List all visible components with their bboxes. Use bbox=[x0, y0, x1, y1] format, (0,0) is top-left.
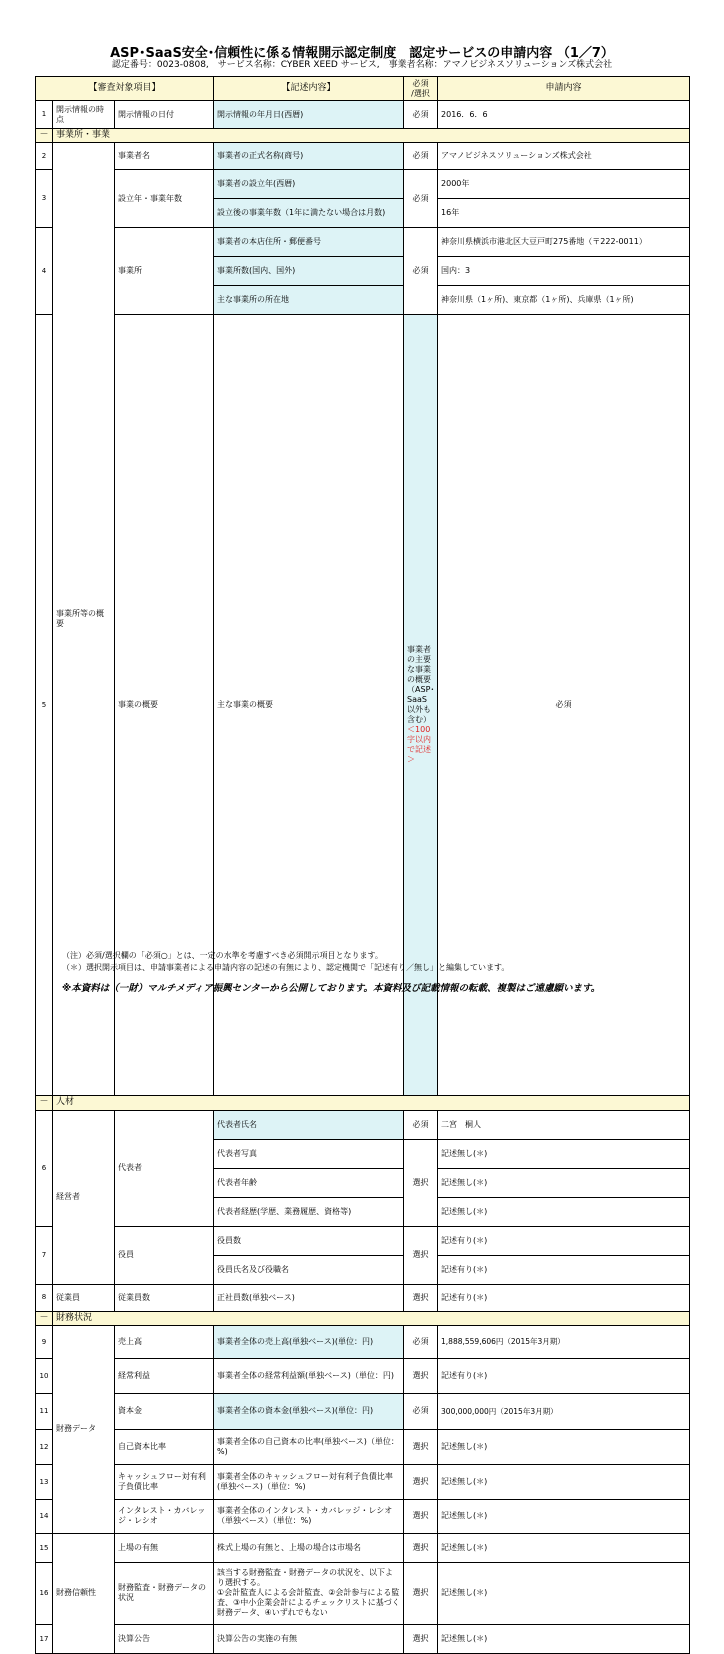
entry: 事業者全体の経常利益額(単独ベース)（単位：円) bbox=[214, 1358, 404, 1393]
item: 主な事業の概要 bbox=[214, 315, 404, 1096]
entry: 事業者全体のインタレスト・カバレッジ・レシオ（単独ベース）（単位：%) bbox=[214, 1499, 404, 1533]
content: 記述無し(＊) bbox=[438, 1624, 690, 1653]
required-flag: 選択 bbox=[404, 1464, 438, 1499]
content: 記述無し(＊) bbox=[438, 1168, 690, 1197]
entry-limit-note: ＜100字以内で記述＞ bbox=[407, 725, 432, 765]
content: 記述無し(＊) bbox=[438, 1562, 690, 1624]
row-number: 4 bbox=[36, 228, 53, 315]
table-row bbox=[36, 170, 690, 199]
required-flag: 選択 bbox=[404, 1562, 438, 1624]
required-flag: 必須 bbox=[404, 170, 438, 228]
required-flag: 選択 bbox=[404, 1624, 438, 1653]
required-flag: 必須 bbox=[438, 315, 690, 1096]
table-row bbox=[36, 101, 690, 129]
row-number: 15 bbox=[36, 1533, 53, 1562]
content: 二宮 桐人 bbox=[438, 1110, 690, 1139]
header-required: 必須 /選択 bbox=[404, 77, 438, 101]
section-row-office bbox=[36, 129, 690, 143]
category: 開示情報の時点 bbox=[53, 101, 115, 129]
entry: 役員氏名及び役職名 bbox=[214, 1255, 404, 1284]
row-number: 1 bbox=[36, 101, 53, 129]
page-title: ASP･SaaS安全･信頼性に係る情報開示認定制度 認定サービスの申請内容 （1／7） bbox=[110, 46, 614, 61]
certification-info: 認定番号：0023-0808, サービス名称：CYBER XEED サービス, 事業者名称：アマノビジネスソリューションズ株式会社 bbox=[111, 60, 613, 70]
item: 自己資本比率 bbox=[115, 1429, 214, 1464]
entry: 代表者写真 bbox=[214, 1139, 404, 1168]
content: 記述有り(＊) bbox=[438, 1358, 690, 1393]
required-flag: 選択 bbox=[404, 1358, 438, 1393]
table-header-row bbox=[36, 77, 690, 101]
item: 設立年・事業年数 bbox=[115, 170, 214, 228]
item: 決算公告 bbox=[115, 1624, 214, 1653]
entry: 代表者経歴(学歴、業務履歴、資格等) bbox=[214, 1197, 404, 1226]
entry: 該当する財務監査・財務データの状況を、以下より選択する。 ①会計監査人による会計監査、②会計参与による監査、③中小企業会計によるチェックリストに基づく財務データ、④いずれでもない bbox=[214, 1562, 404, 1624]
entry: 代表者氏名 bbox=[214, 1110, 404, 1139]
table-row bbox=[36, 1284, 690, 1311]
required-flag: 選択 bbox=[404, 1139, 438, 1226]
content: 2000年 bbox=[438, 170, 690, 199]
entry: 役員数 bbox=[214, 1226, 404, 1255]
content: 記述有り(＊) bbox=[438, 1284, 690, 1311]
required-flag: 必須 bbox=[404, 1325, 438, 1358]
table-row bbox=[36, 315, 690, 1096]
table-row bbox=[36, 1624, 690, 1653]
entry: 事業者の本店住所・郵便番号 bbox=[214, 228, 404, 257]
section-dash: － bbox=[36, 129, 53, 143]
item: 上場の有無 bbox=[115, 1533, 214, 1562]
row-number: 16 bbox=[36, 1562, 53, 1624]
row-number: 10 bbox=[36, 1358, 53, 1393]
required-flag: 選択 bbox=[404, 1226, 438, 1284]
table-row bbox=[36, 1110, 690, 1139]
item: 経常利益 bbox=[115, 1358, 214, 1393]
item: 役員 bbox=[115, 1226, 214, 1284]
row-number: 14 bbox=[36, 1499, 53, 1533]
content: 記述無し(＊) bbox=[438, 1429, 690, 1464]
note-required: （注）必須/選択欄の「必須○」とは、一定の水準を考慮すべき必須開示項目となります。 bbox=[62, 951, 383, 960]
row-number: 2 bbox=[36, 143, 53, 170]
required-flag: 必須 bbox=[404, 1110, 438, 1139]
content: 記述無し(＊) bbox=[438, 1464, 690, 1499]
content: 神奈川県（1ヶ所)、東京都（1ヶ所)、兵庫県（1ヶ所) bbox=[438, 286, 690, 315]
content: 1,888,559,606円（2015年3月期） bbox=[438, 1325, 690, 1358]
group-financial-data: 財務データ bbox=[53, 1325, 115, 1533]
category: 従業員 bbox=[53, 1284, 115, 1311]
section-dash: － bbox=[36, 1096, 53, 1110]
table-row bbox=[36, 1499, 690, 1533]
row-number: 6 bbox=[36, 1110, 53, 1226]
note-optional: （＊）選択開示項目は、申請事業者による申請内容の記述の有無により、認定機関で「記述有り／無し」と編集しています。 bbox=[62, 963, 510, 972]
section-title: 事業所・事業 bbox=[53, 129, 690, 143]
table-row bbox=[36, 1464, 690, 1499]
content: 300,000,000円（2015年3月期） bbox=[438, 1393, 690, 1429]
required-flag: 必須 bbox=[404, 101, 438, 129]
item: インタレスト・カバレッジ・レシオ bbox=[115, 1499, 214, 1533]
content: 2016．6．6 bbox=[438, 101, 690, 129]
group-manager: 経営者 bbox=[53, 1110, 115, 1284]
table-row bbox=[36, 1429, 690, 1464]
item: 事業所 bbox=[115, 228, 214, 315]
entry: 事業者の正式名称(商号) bbox=[214, 143, 404, 170]
entry: 事業者全体の売上高(単独ベース)(単位：円) bbox=[214, 1325, 404, 1358]
section-title: 財務状況 bbox=[53, 1311, 690, 1325]
row-number: 12 bbox=[36, 1429, 53, 1464]
entry: 事業所数(国内、国外) bbox=[214, 257, 404, 286]
row-number: 13 bbox=[36, 1464, 53, 1499]
item: 資本金 bbox=[115, 1393, 214, 1429]
section-row-staff bbox=[36, 1096, 690, 1110]
section-row-finance bbox=[36, 1311, 690, 1325]
group-financial-trust: 財務信頼性 bbox=[53, 1533, 115, 1653]
header-entry: 【記述内容】 bbox=[214, 77, 404, 101]
item: 財務監査・財務データの状況 bbox=[115, 1562, 214, 1624]
entry-text: 事業者の主要な事業の概要 （ASP･SaaS以外も含む） bbox=[407, 645, 435, 725]
item: 従業員数 bbox=[115, 1284, 214, 1311]
row-number: 5 bbox=[36, 315, 53, 1096]
table-row bbox=[36, 1358, 690, 1393]
entry: 開示情報の年月日(西暦) bbox=[214, 101, 404, 129]
entry: 設立後の事業年数（1年に満たない場合は月数) bbox=[214, 199, 404, 228]
content: 記述無し(＊) bbox=[438, 1139, 690, 1168]
required-flag: 選択 bbox=[404, 1429, 438, 1464]
content: 記述有り(＊) bbox=[438, 1255, 690, 1284]
entry bbox=[404, 315, 438, 1096]
entry: 株式上場の有無と、上場の場合は市場名 bbox=[214, 1533, 404, 1562]
table-row bbox=[36, 1533, 690, 1562]
category: 事業の概要 bbox=[115, 315, 214, 1096]
item: 代表者 bbox=[115, 1110, 214, 1226]
entry: 主な事業所の所在地 bbox=[214, 286, 404, 315]
content: 記述無し(＊) bbox=[438, 1197, 690, 1226]
item: 事業者名 bbox=[115, 143, 214, 170]
required-flag: 必須 bbox=[404, 143, 438, 170]
table-row bbox=[36, 1393, 690, 1429]
content: アマノビジネスソリューションズ株式会社 bbox=[438, 143, 690, 170]
content: 記述無し(＊) bbox=[438, 1499, 690, 1533]
header-content: 申請内容 bbox=[438, 77, 690, 101]
required-flag: 必須 bbox=[404, 228, 438, 315]
row-number: 9 bbox=[36, 1325, 53, 1358]
section-dash: － bbox=[36, 1311, 53, 1325]
entry: 事業者全体の資本金(単独ベース)(単位：円) bbox=[214, 1393, 404, 1429]
entry: 正社員数(単独ベース) bbox=[214, 1284, 404, 1311]
table-row bbox=[36, 1325, 690, 1358]
row-number: 8 bbox=[36, 1284, 53, 1311]
section-title: 人材 bbox=[53, 1096, 690, 1110]
entry: 事業者の設立年(西暦) bbox=[214, 170, 404, 199]
required-flag: 選択 bbox=[404, 1533, 438, 1562]
content: 16年 bbox=[438, 199, 690, 228]
item: 開示情報の日付 bbox=[115, 101, 214, 129]
entry: 事業者全体の自己資本の比率(単独ベース)（単位：%) bbox=[214, 1429, 404, 1464]
item: キャッシュフロー対有利子負債比率 bbox=[115, 1464, 214, 1499]
row-number: 11 bbox=[36, 1393, 53, 1429]
group-office-overview: 事業所等の概要 bbox=[53, 143, 115, 1096]
required-flag: 選択 bbox=[404, 1284, 438, 1311]
content: 国内：3 bbox=[438, 257, 690, 286]
required-flag: 選択 bbox=[404, 1499, 438, 1533]
row-number: 7 bbox=[36, 1226, 53, 1284]
content: 神奈川県横浜市港北区大豆戸町275番地（〒222-0011） bbox=[438, 228, 690, 257]
entry: 事業者全体のキャッシュフロー対有利子負債比率(単独ベース)（単位：%) bbox=[214, 1464, 404, 1499]
entry: 決算公告の実施の有無 bbox=[214, 1624, 404, 1653]
application-table bbox=[35, 76, 690, 1654]
row-number: 17 bbox=[36, 1624, 53, 1653]
row-number: 3 bbox=[36, 170, 53, 228]
item: 売上高 bbox=[115, 1325, 214, 1358]
header-item: 【審査対象項目】 bbox=[36, 77, 214, 101]
table-row bbox=[36, 1562, 690, 1624]
entry: 代表者年齢 bbox=[214, 1168, 404, 1197]
table-row bbox=[36, 143, 690, 170]
table-row bbox=[36, 1226, 690, 1255]
copyright-footer: ※本資料は（一財）マルチメディア振興センターから公開しております。本資料及び記載情報の転載、複製はご遠慮願います。 bbox=[62, 983, 601, 994]
table-row bbox=[36, 228, 690, 257]
notes bbox=[62, 950, 509, 974]
content: 記述有り(＊) bbox=[438, 1226, 690, 1255]
content: 記述無し(＊) bbox=[438, 1533, 690, 1562]
required-flag: 必須 bbox=[404, 1393, 438, 1429]
